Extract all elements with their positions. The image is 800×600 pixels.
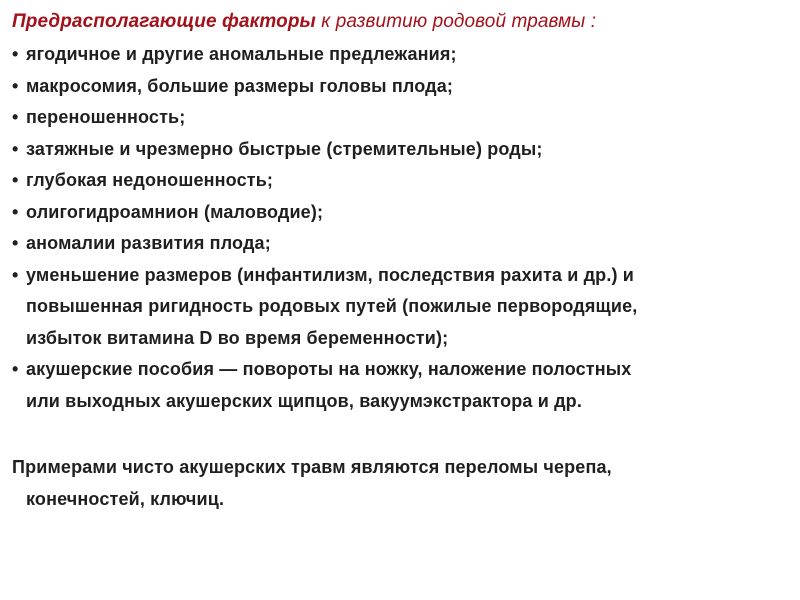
factor-8-line-1: уменьшение размеров (инфантилизм, последствия рахита и др.) и [26,264,634,285]
bullet-icon: • [12,75,19,96]
heading-emphasis: Предрасполагающие факторы [12,11,316,32]
factor-9-line-2: или выходных акушерских щипцов, вакуумэкстрактора и др. [26,390,582,411]
factor-item-1 [12,39,792,71]
factor-5-line-1: глубокая недоношенность; [26,170,274,190]
bullet-icon: • [12,44,19,64]
bullet-icon: • [12,138,19,159]
factor-item-2 [12,71,792,103]
factor-8-line-3: избыток витамина D во время беременности); [26,327,449,348]
factor-item-6 [12,197,792,229]
bullet-icon: • [12,107,19,127]
slide-heading [12,11,596,33]
factor-8-line-2: повышенная ригидность родовых путей (пожилые первородящие, [26,296,638,316]
closing-line-2: конечностей, ключиц. [26,488,225,509]
bullet-icon: • [12,359,19,379]
factor-3-line-1: переношенность; [26,107,186,127]
closing-paragraph [12,452,792,515]
heading-rest: к развитию родовой травмы : [315,11,597,32]
factor-4-line-1: затяжные и чрезмерно быстрые (стремительные) роды; [26,138,543,159]
factor-item-7 [12,228,792,260]
factor-item-5 [12,165,792,197]
bullet-icon: • [12,201,19,222]
factor-6-line-1: олигогидроамнион (маловодие); [26,201,324,222]
factor-2-line-1: макросомия, большие размеры головы плода; [26,75,454,96]
bullet-icon: • [12,264,19,285]
factor-list [12,39,792,417]
bullet-icon: • [12,233,19,253]
factor-item-3 [12,102,792,134]
factor-item-4 [12,134,792,166]
factor-item-9 [12,354,792,417]
factor-7-line-1: аномалии развития плода; [26,233,271,253]
factor-9-line-1: акушерские пособия — повороты на ножку, наложение полостных [26,359,632,379]
bullet-icon: • [12,170,19,190]
factor-1-line-1: ягодичное и другие аномальные предлежания; [26,44,457,64]
factor-item-8 [12,260,792,355]
closing-line-1: Примерами чисто акушерских травм являются переломы черепа, [12,457,612,477]
